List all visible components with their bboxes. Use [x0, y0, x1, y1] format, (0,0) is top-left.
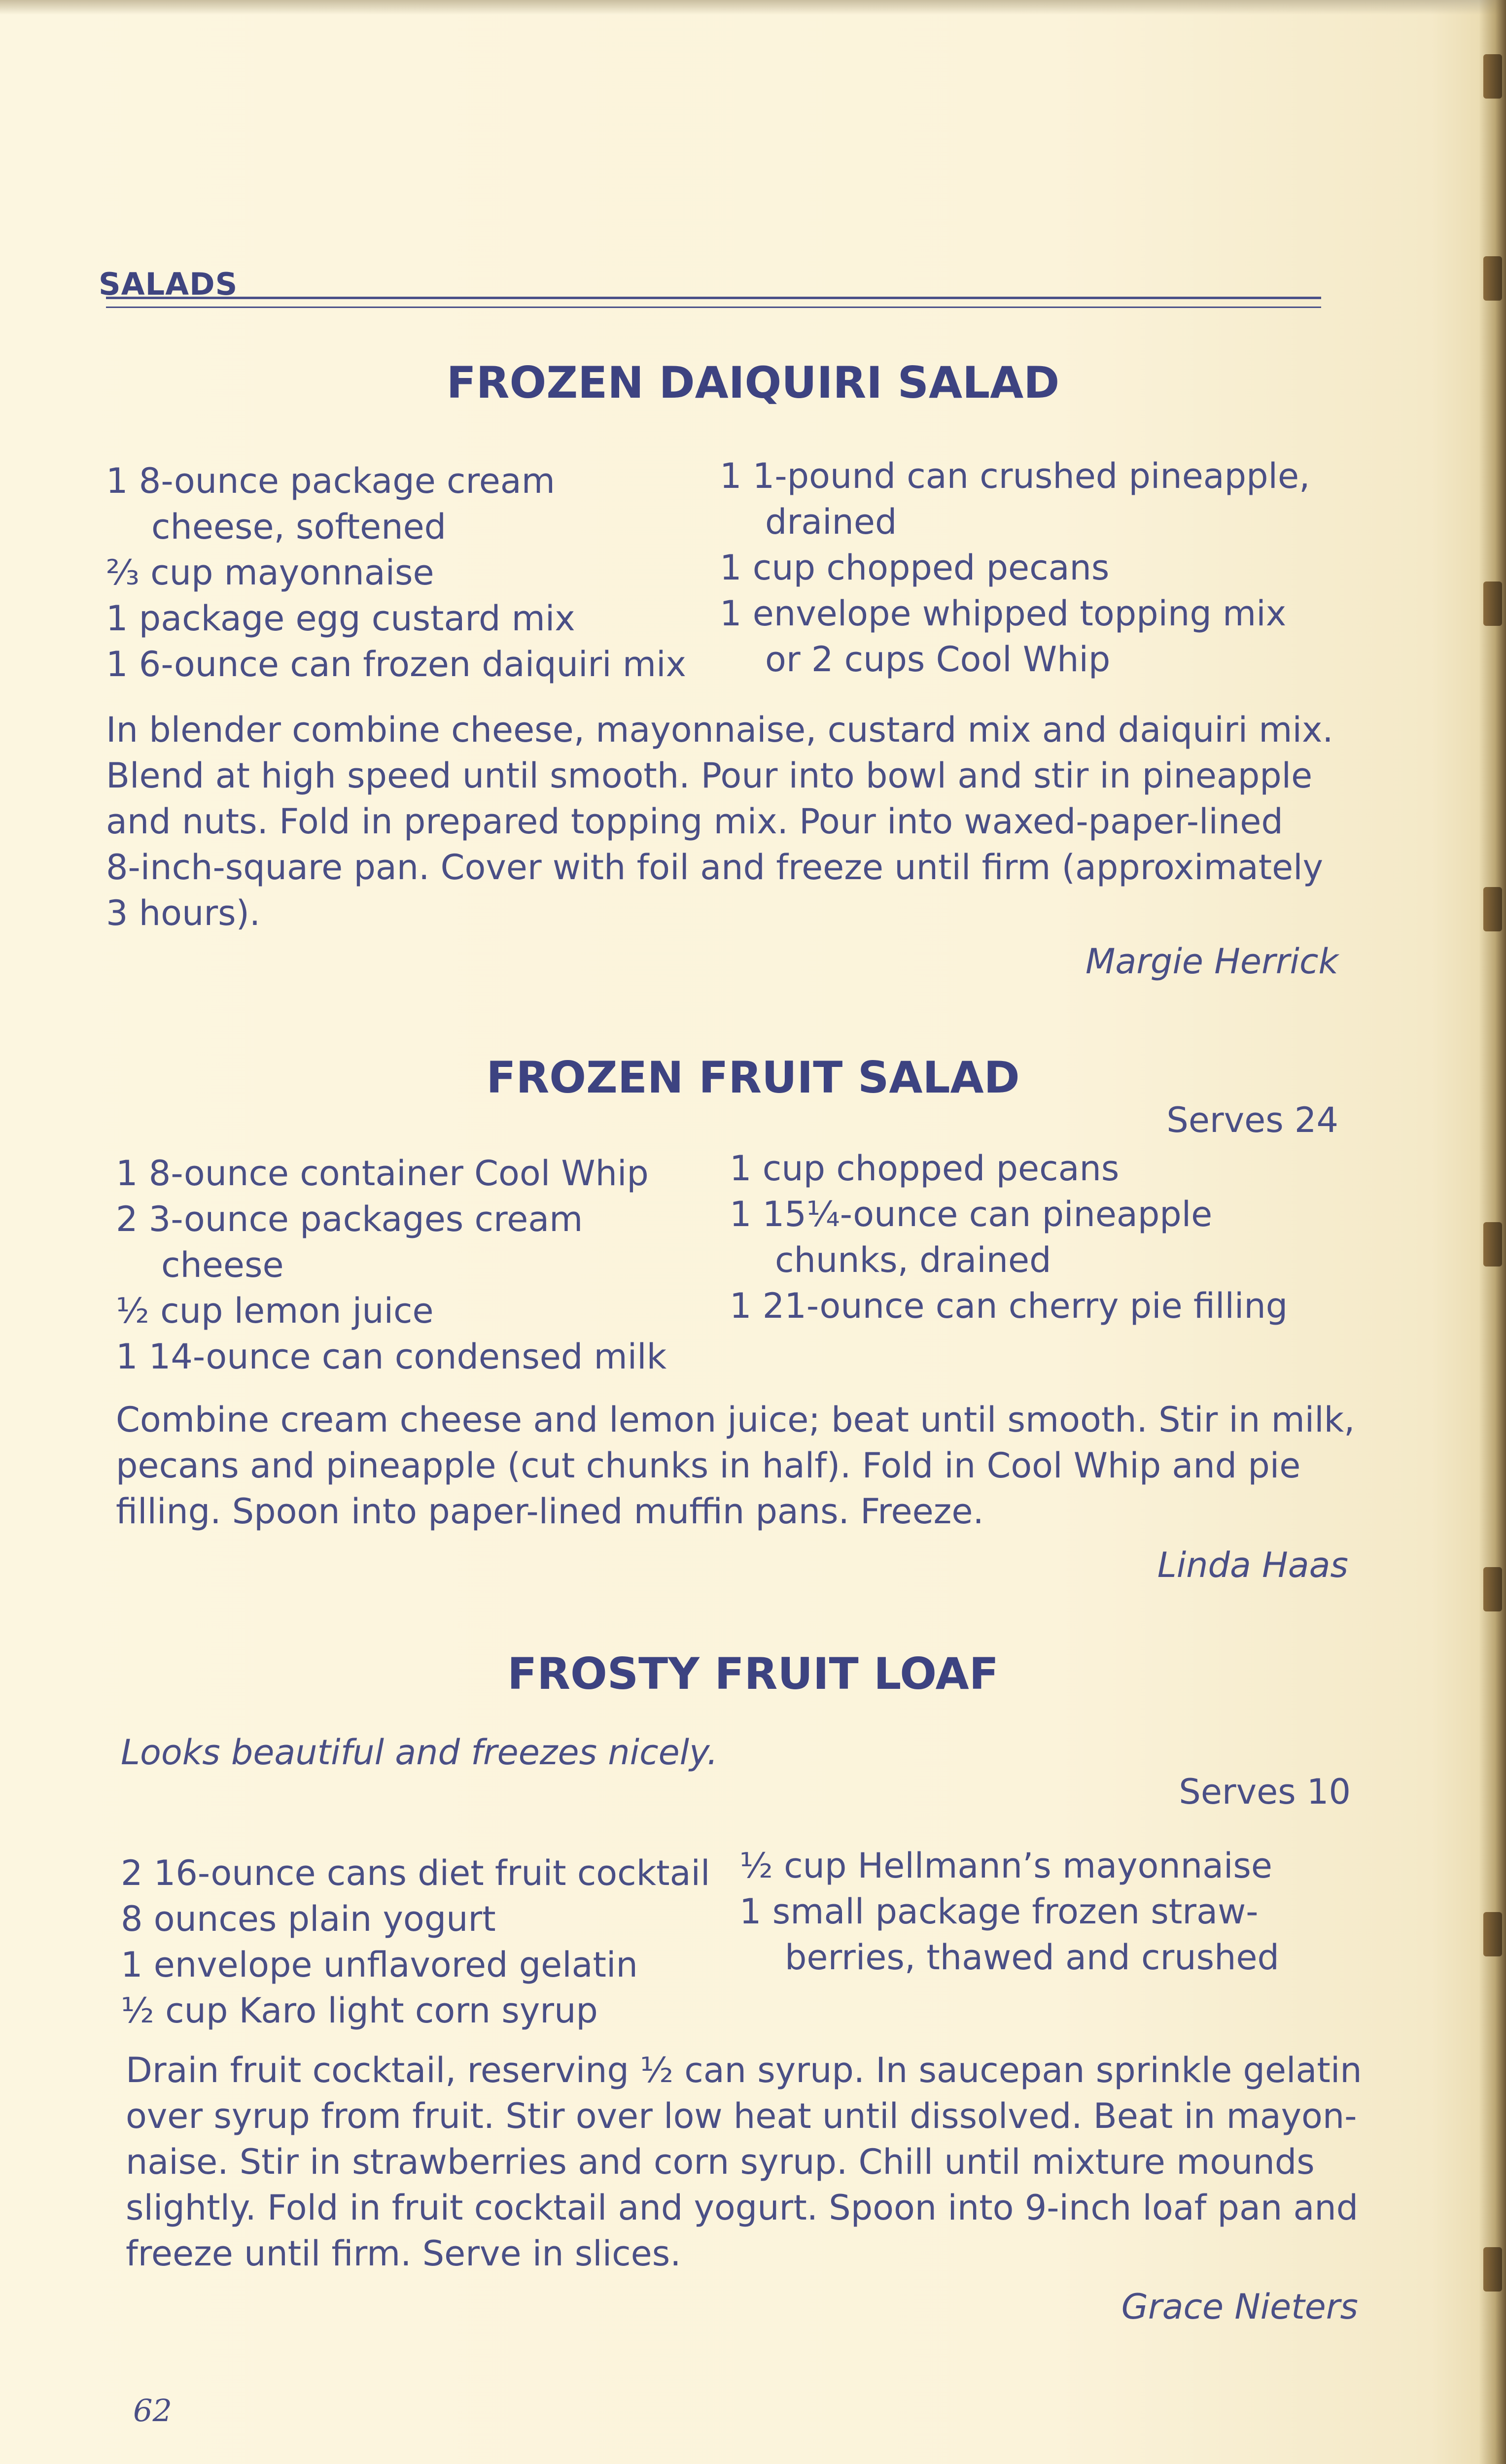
- directions-line: pecans and pineapple (cut chunks in half). Fold in Cool Whip and pie: [116, 1445, 1301, 1486]
- ingredient: 1 15¼-ounce can pineapple: [730, 1194, 1213, 1234]
- directions-line: 3 hours).: [106, 893, 261, 933]
- recipe-author: Linda Haas: [1157, 1545, 1348, 1585]
- ingredient: 1 cup chopped pecans: [730, 1148, 1120, 1189]
- recipe-note: Looks beautiful and freezes nicely.: [121, 1732, 718, 1773]
- binding-ring: [1483, 582, 1502, 626]
- page-number: 62: [133, 2393, 172, 2429]
- recipe-serves: Serves 24: [1166, 1100, 1338, 1140]
- recipe-title: FROZEN DAIQUIRI SALAD: [446, 357, 1060, 408]
- recipe-directions: [126, 2048, 1362, 2277]
- binding-ring: [1483, 1222, 1502, 1266]
- ingredient: ½ cup Hellmann’s mayonnaise: [739, 1846, 1272, 1886]
- ingredient: 1 small package frozen straw-: [739, 1891, 1259, 1932]
- recipe-title: FROSTY FRUIT LOAF: [507, 1648, 999, 1699]
- ingredient: drained: [765, 502, 897, 542]
- binding-ring: [1483, 887, 1502, 931]
- ingredient: berries, thawed and crushed: [785, 1937, 1279, 1978]
- ingredients-left: [121, 1850, 710, 2034]
- ingredient: 1 14-ounce can condensed milk: [116, 1336, 667, 1377]
- recipe-author: Grace Nieters: [1121, 2287, 1358, 2327]
- directions-line: filling. Spoon into paper-lined muffin pans. Freeze.: [116, 1491, 984, 1532]
- ingredient: or 2 cups Cool Whip: [765, 639, 1111, 680]
- ingredient: 1 package egg custard mix: [106, 598, 575, 639]
- header-rule: [106, 307, 1321, 308]
- ingredient: 8 ounces plain yogurt: [121, 1899, 496, 1939]
- recipe-serves: Serves 10: [1179, 1772, 1351, 1812]
- ingredients-left: [116, 1151, 666, 1380]
- ingredient: 1 6-ounce can frozen daiquiri mix: [106, 644, 686, 684]
- ingredient: 1 8-ounce container Cool Whip: [116, 1153, 649, 1194]
- recipe-author: Margie Herrick: [1085, 941, 1338, 982]
- ingredients-right: [730, 1146, 1288, 1329]
- recipe-title: FROZEN FRUIT SALAD: [486, 1052, 1020, 1103]
- binding-ring: [1483, 2247, 1502, 2292]
- ingredient: chunks, drained: [775, 1240, 1051, 1280]
- ingredient: 1 8-ounce package cream: [106, 461, 555, 501]
- recipe-directions: [106, 707, 1333, 936]
- binding-ring: [1483, 1567, 1502, 1611]
- directions-line: In blender combine cheese, mayonnaise, custard mix and daiquiri mix.: [106, 710, 1333, 750]
- ingredient: cheese, softened: [151, 507, 447, 547]
- ingredient: 1 envelope whipped topping mix: [720, 593, 1287, 634]
- ingredients-right: [739, 1843, 1279, 1981]
- ingredient: 2 3-ounce packages cream: [116, 1199, 583, 1239]
- directions-line: Blend at high speed until smooth. Pour into bowl and stir in pineapple: [106, 755, 1313, 796]
- directions-line: over syrup from fruit. Stir over low heat until dissolved. Beat in mayon-: [126, 2096, 1357, 2136]
- section-label: SALADS: [99, 266, 238, 302]
- ingredients-left: [106, 458, 686, 687]
- ingredient: 1 cup chopped pecans: [720, 548, 1110, 588]
- directions-line: naise. Stir in strawberries and corn syrup. Chill until mixture mounds: [126, 2142, 1315, 2182]
- binding-ring: [1483, 54, 1502, 99]
- directions-line: 8-inch-square pan. Cover with foil and freeze until firm (approximately: [106, 847, 1324, 888]
- ingredient: 1 1-pound can crushed pineapple,: [720, 456, 1310, 496]
- directions-line: and nuts. Fold in prepared topping mix. Pour into waxed-paper-lined: [106, 801, 1283, 842]
- binding-ring: [1483, 1912, 1502, 1956]
- ingredient: ½ cup Karo light corn syrup: [121, 1990, 598, 2031]
- directions-line: Drain fruit cocktail, reserving ½ can syrup. In saucepan sprinkle gelatin: [126, 2050, 1362, 2090]
- ingredients-right: [720, 453, 1310, 683]
- directions-line: Combine cream cheese and lemon juice; beat until smooth. Stir in milk,: [116, 1400, 1355, 1440]
- binding-ring: [1483, 256, 1502, 301]
- ingredient: cheese: [161, 1245, 284, 1285]
- directions-line: freeze until firm. Serve in slices.: [126, 2233, 681, 2274]
- page-top-shadow: [0, 0, 1506, 15]
- ingredient: ⅔ cup mayonnaise: [106, 552, 434, 593]
- header-rule: [106, 297, 1321, 299]
- ingredient: ½ cup lemon juice: [116, 1291, 434, 1331]
- ingredient: 1 21-ounce can cherry pie filling: [730, 1286, 1288, 1326]
- ingredient: 1 envelope unflavored gelatin: [121, 1945, 638, 1985]
- ingredient: 2 16-ounce cans diet fruit cocktail: [121, 1853, 710, 1893]
- directions-line: slightly. Fold in fruit cocktail and yogurt. Spoon into 9-inch loaf pan and: [126, 2188, 1359, 2228]
- recipe-directions: [116, 1397, 1355, 1535]
